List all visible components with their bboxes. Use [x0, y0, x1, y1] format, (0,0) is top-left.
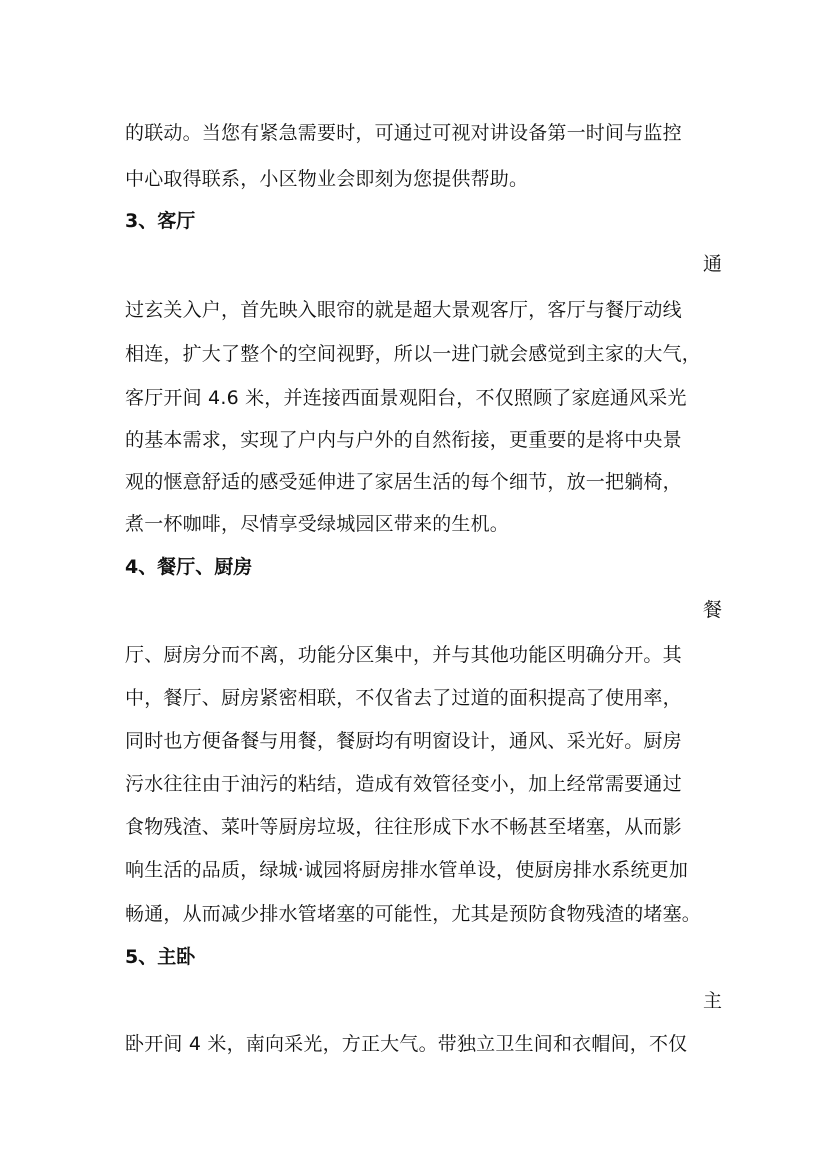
paragraph-line: 中，餐厅、厨房紧密相联，不仅省去了过道的面积提高了使用率， — [125, 687, 682, 709]
section-heading-master-bedroom: 5、主卧 — [125, 946, 196, 968]
paragraph-line: 的基本需求，实现了户内与户外的自然衔接，更重要的是将中央景 — [125, 429, 682, 451]
paragraph-line: 污水往往由于油污的粘结，造成有效管径变小，加上经常需要通过 — [125, 773, 682, 795]
paragraph-line: 中心取得联系，小区物业会即刻为您提供帮助。 — [125, 168, 529, 190]
paragraph-line: 同时也方便备餐与用餐，餐厨均有明窗设计，通风、采光好。厨房 — [125, 730, 682, 752]
paragraph-line: 的联动。当您有紧急需要时，可通过可视对讲设备第一时间与监控 — [125, 122, 682, 144]
paragraph-line: 畅通，从而减少排水管堵塞的可能性，尤其是预防食物残渣的堵塞。 — [125, 903, 702, 925]
paragraph-line: 厅、厨房分而不离，功能分区集中，并与其他功能区明确分开。其 — [125, 644, 682, 666]
paragraph-line: 客厅开间 4.6 米，并连接西面景观阳台，不仅照顾了家庭通风采光 — [125, 387, 687, 409]
paragraph-line: 相连，扩大了整个的空间视野，所以一进门就会感觉到主家的大气， — [125, 343, 702, 365]
section-heading-dining-kitchen: 4、餐厅、厨房 — [125, 556, 253, 578]
paragraph-line: 观的惬意舒适的感受延伸进了家居生活的每个细节，放一把躺椅， — [125, 471, 682, 493]
paragraph-lead-char: 主 — [702, 990, 722, 1012]
paragraph-line: 响生活的品质，绿城·诚园将厨房排水管单设，使厨房排水系统更加 — [125, 859, 689, 881]
paragraph-line: 食物残渣、菜叶等厨房垃圾，往往形成下水不畅甚至堵塞，从而影 — [125, 816, 682, 838]
paragraph-line: 煮一杯咖啡，尽情享受绿城园区带来的生机。 — [125, 513, 510, 535]
paragraph-line: 卧开间 4 米，南向采光，方正大气。带独立卫生间和衣帽间，不仅 — [125, 1033, 688, 1055]
section-heading-living-room: 3、客厅 — [125, 210, 196, 232]
paragraph-line: 过玄关入户，首先映入眼帘的就是超大景观客厅，客厅与餐厅动线 — [125, 299, 682, 321]
paragraph-lead-char: 通 — [702, 253, 722, 275]
paragraph-lead-char: 餐 — [702, 599, 722, 621]
